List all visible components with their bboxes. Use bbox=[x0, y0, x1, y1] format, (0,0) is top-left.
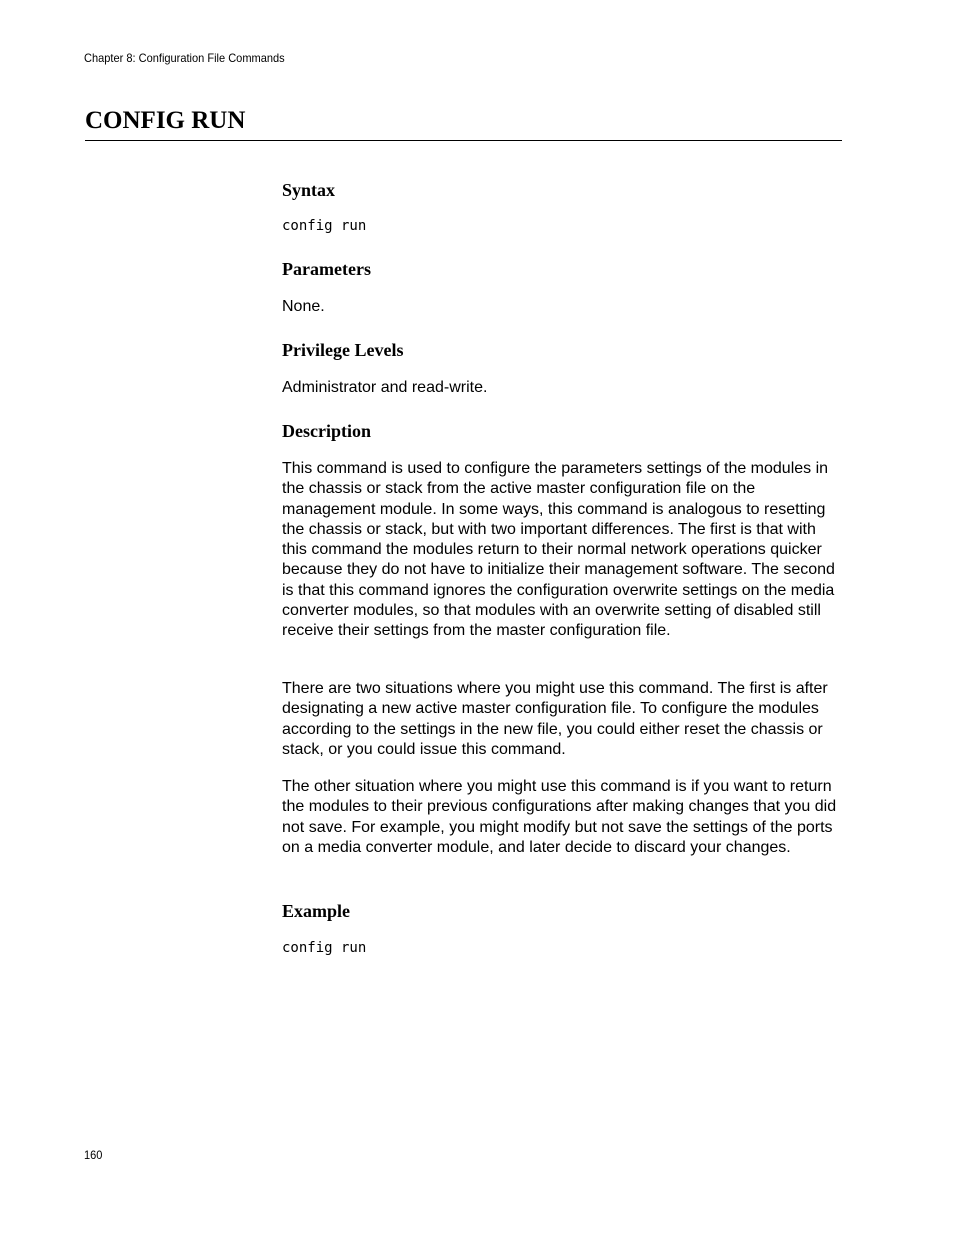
description-paragraph-3: The other situation where you might use this command is if you want to return the modules to their previous configurations after making changes that you did not save. For example, you might modify but not save the settings of the ports on a media converter module, and later decide to discard your changes. bbox=[282, 778, 837, 856]
description-paragraph-1: This command is used to configure the parameters settings of the modules in the chassis or stack from the active master configuration file on the management module. In some ways, this command is analogous to resetting the chassis or stack, but with two important differences. The first is that with this command the modules return to their normal network operations quicker because they do not have to initialize their management software. The second is that this command ignores the configuration overwrite settings on the media converter modules, so that modules with an overwrite setting of disabled still receive their settings from the master configuration file. bbox=[282, 460, 835, 640]
running-header: Chapter 8: Configuration File Commands bbox=[84, 51, 285, 65]
parameters-heading: Parameters bbox=[282, 259, 371, 279]
example-code: config run bbox=[282, 940, 367, 956]
syntax-heading: Syntax bbox=[282, 180, 336, 200]
privilege-levels-text: Administrator and read-write. bbox=[282, 379, 488, 396]
page-title: CONFIG RUN bbox=[85, 107, 246, 134]
syntax-code: config run bbox=[282, 218, 367, 234]
page-number: 160 bbox=[84, 1148, 103, 1162]
title-rule bbox=[85, 140, 842, 141]
description-paragraph-2: There are two situations where you might use this command. The first is after designating a new active master configuration file. To configure the modules according to the settings in the new file, you could either reset the chassis or stack, or you could issue this command. bbox=[282, 680, 828, 758]
parameters-text: None. bbox=[282, 298, 325, 315]
privilege-levels-heading: Privilege Levels bbox=[282, 340, 404, 360]
example-heading: Example bbox=[282, 901, 351, 921]
description-heading: Description bbox=[282, 421, 371, 441]
